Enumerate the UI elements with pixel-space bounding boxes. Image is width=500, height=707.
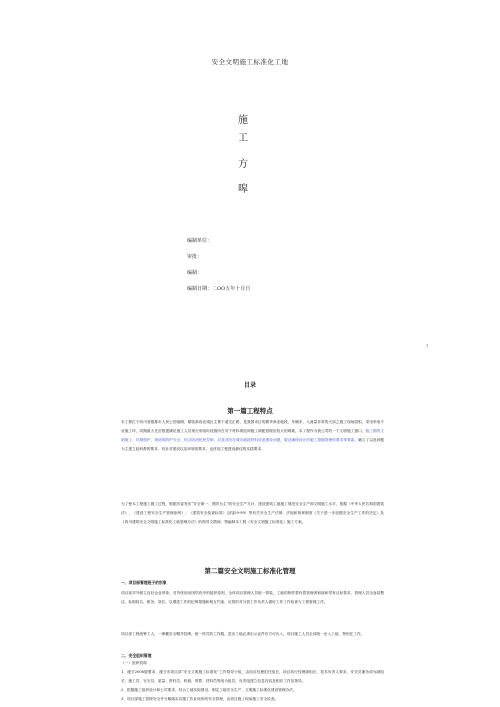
list-item-2: 2、根据施工组织设计和公司要求，结合工地实际情况，制定工地安全生产、文明施工标准化建设管理办法。 <box>121 688 297 692</box>
list-item-1: 1、遵守2006版要求，遵守市项目部“安全文明施工标准化”工作领导小组，由项目经理担任组长，项目执行经理副组长，技术负责人要求，安全员兼务项为副组长，施工员、安全员、质量、资料员，机械、预算、材料员等组为组员，负责组建立信息内容及相应工作及指导。 <box>121 670 384 684</box>
chapter-1-paragraph-1-highlight: 施工期的文明施工、环境保护、现场的防护安全、综合防治扰民控制，应及其所在城市地段材料设备建设问题，做及确保设计的施工措施管理的要求等要素。 <box>121 429 384 443</box>
chapter-2-paragraph-2: 项目部工程统筹工人，一律戴安全帽并挂牌，统一样式的工作服，进出工地必须出示证件后方可出入，项目施工人员全部统一出入工地，特别在工作。 <box>121 632 365 636</box>
chapter-1-paragraph-1-a: 本工程位于四川省级都市人民公园南侧，紧临新府北城区主要干道交汇路，是我国市区的繁华商业地段，车辆多，人流量非常的大如之施工现场面积，采用采取不妥施工环，同期最大先后错建满足施工人员现行房临时设施所在对于材料堆放和施工调配管理应较大的难难，本工程作为我公司的一个文明施工窗口， <box>121 420 384 434</box>
field-compile: 编制： <box>187 270 203 276</box>
page-number: 1 <box>426 343 429 348</box>
toc-title: 目录 <box>243 382 256 389</box>
field-review: 审批： <box>187 254 203 260</box>
list-item-3: 3、项目部施工管理安全并分解落实各施工作业场所的安全管理，由项目施工现场施工安全检查。 <box>121 697 279 701</box>
vertical-title-char-2: 工 <box>238 133 248 144</box>
cover-title: 安全文明施工标准化工地 <box>211 58 289 66</box>
chapter-2-title: 第二篇安全文明施工标准化管理 <box>204 567 296 575</box>
chapter-1-title: 第一篇工程特点 <box>227 407 273 415</box>
vertical-title-char-3: 方 <box>238 159 248 170</box>
chapter-1-paragraph-1 <box>121 418 384 499</box>
chapter-1-paragraph-2: 为了使本工程施工施工过程，根据市委发布“安全第一、预防为主”的安全生产方针，建设建筑工地施工规范安全生产和文明施工水平，根据《中华人民共和国建筑法》、《建设工程安全生产管理条例》、《建筑安全检查标准》（JGJ59-99）等有关安全生产法律、法规和规章制度《关于进一步加强安全生产工作的决定》及《四川建筑安全文明施工标准化工地管理办法》的指导文精神，特编制本工程《安全文明施工标准化》施工方案。 <box>121 502 384 525</box>
subsection-heading: （一）组织机构 <box>121 661 147 665</box>
chapter-1-paragraph-1-c: 确立了以此问题为主建立起科教的要求，有针对建设以及环境的要求，也体现工程建设最佳的实践要求。 <box>121 438 384 452</box>
vertical-title-char-1: 施 <box>238 115 248 126</box>
section-2-heading: 二、安全组织管理 <box>121 653 152 658</box>
field-date: 编制日期：二OO五年十月日 <box>187 286 251 292</box>
vertical-title-char-4: 嗥 <box>238 184 248 195</box>
chapter-2-paragraph-1: 项目部对外树立良好企业形象，对内体现出团结有序的组织原则，全体项目管理人员统一着装，工地的制作要有着管理者和谐和带有目标要求，管理人员全身装整洁，标明姓名，职务，岗位，以增进工作的纪律措施和相互约束，应按时对分管工作负责人做好工作工作检查与工程管理工作。 <box>121 591 384 605</box>
field-unit: 编制单位： <box>187 238 213 244</box>
section-1-heading: 一、项目部管理班子的形象 <box>121 580 167 585</box>
